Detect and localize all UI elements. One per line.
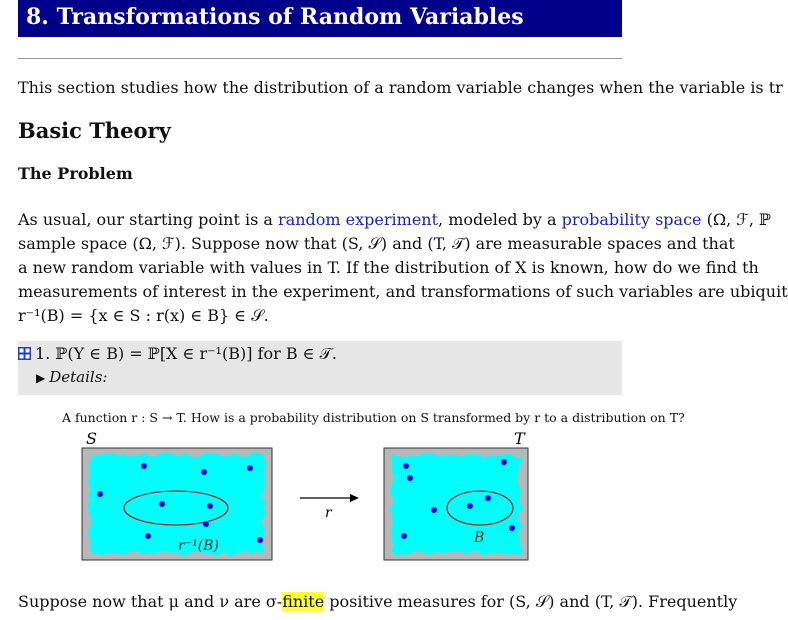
para1-line1: [18, 210, 771, 230]
random-experiment-link[interactable]: random experiment: [278, 210, 439, 229]
para1-text-c: (Ω, ℱ, ℙ: [706, 210, 772, 229]
details-toggle[interactable]: [36, 368, 107, 386]
para1-line2: sample space (Ω, ℱ). Suppose now that (S, 𝒮) and (T, 𝒯) are measurable spaces and that: [18, 234, 735, 253]
figure-caption: A function r : S → T. How is a probability distribution on S transformed by r to a distribution on T?: [62, 410, 685, 425]
set-T-cyan: [392, 455, 520, 553]
theorem-1-text: 1. ℙ(Y ∈ B) = ℙ[X ∈ r⁻¹(B)] for B ∈ 𝒯.: [35, 344, 337, 363]
section-heading: Basic Theory: [18, 118, 171, 143]
divider: [18, 58, 622, 59]
label-r: r: [325, 505, 332, 521]
label-S: S: [86, 429, 97, 448]
theorem-1: [18, 344, 337, 364]
para2-text-a: Suppose now that μ and ν are σ-: [18, 592, 283, 611]
label-B: B: [474, 530, 485, 546]
triangle-right-icon: ▶: [36, 371, 46, 385]
details-label: Details:: [49, 368, 108, 386]
para1-line3: a new random variable with values in T. If the distribution of X is known, how do we find th: [18, 258, 759, 277]
arrow-head: [350, 494, 359, 502]
set-S-cyan: [90, 455, 264, 553]
page-title: 8. Transformations of Random Variables: [18, 0, 622, 37]
probability-space-link[interactable]: probability space: [561, 210, 702, 229]
para1-text-a: As usual, our starting point is a: [18, 210, 273, 229]
four-squares-icon[interactable]: [18, 347, 31, 360]
transformation-figure: [60, 428, 600, 568]
para1-line4: measurements of interest in the experiment, and transformations of such variables are ubiquit: [18, 282, 788, 301]
para2-line1: [18, 592, 737, 612]
finite-highlight: finite: [282, 592, 325, 611]
para2-text-b: positive measures for (S, 𝒮) and (T, 𝒯). Frequently: [329, 592, 738, 611]
subsection-heading: The Problem: [18, 164, 133, 183]
label-r-inverse-B: r⁻¹(B): [178, 538, 219, 554]
para1-line5: r⁻¹(B) = {x ∈ S : r(x) ∈ B} ∈ 𝒮.: [18, 306, 269, 325]
para1-text-b: , modeled by a: [438, 210, 557, 229]
intro-text: This section studies how the distribution of a random variable changes when the variable is tr: [18, 78, 783, 97]
label-T: T: [514, 429, 525, 448]
